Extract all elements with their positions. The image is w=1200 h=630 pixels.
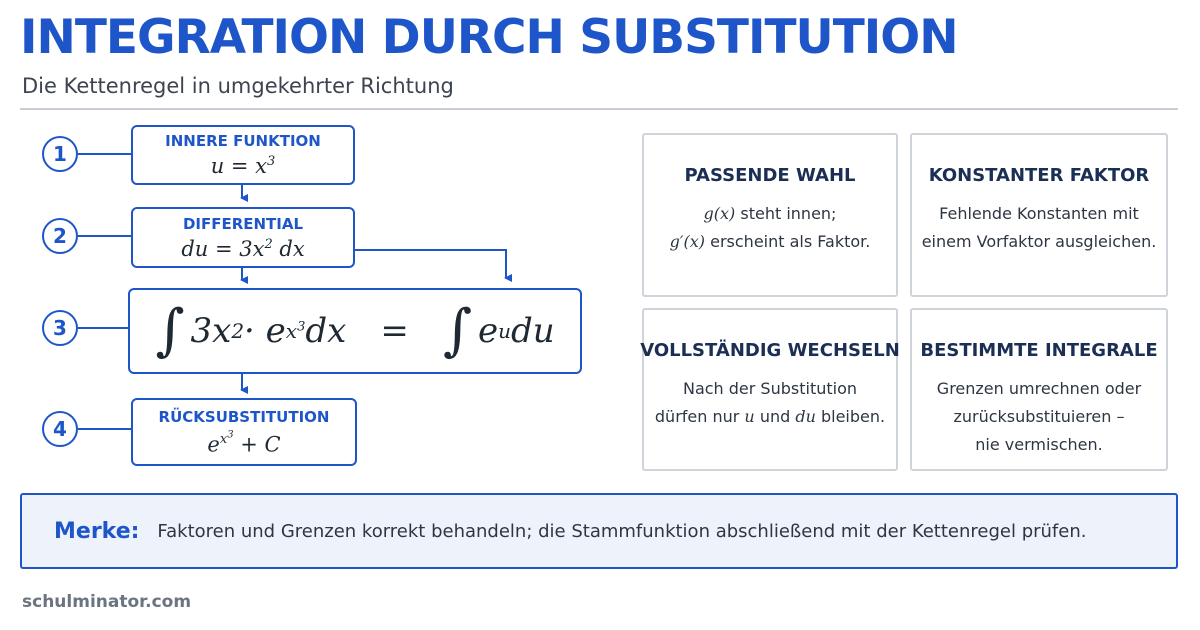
step-box-back-substitution bbox=[131, 398, 357, 466]
merke-label: Merke: bbox=[54, 518, 140, 544]
step-label: DIFFERENTIAL bbox=[182, 214, 304, 233]
integral-sign-left: ∫ bbox=[155, 298, 185, 363]
merke-text: Faktoren und Grenzen korrekt behandeln; die Stammfunktion abschließend mit der Kettenregel prüfen. bbox=[157, 520, 1087, 542]
card-body: Nach der Substitution dürfen nur u und du bleiben. bbox=[654, 379, 886, 426]
page-subtitle: Die Kettenregel in umgekehrter Richtung bbox=[22, 74, 454, 98]
footer-site-link[interactable]: schulminator.com bbox=[22, 592, 192, 612]
card-konstanter-faktor bbox=[910, 133, 1168, 297]
card-title: PASSENDE WAHL bbox=[684, 165, 856, 186]
arrow-2-to-right-side bbox=[354, 250, 506, 278]
step-number-3: 3 bbox=[42, 310, 78, 346]
merke-callout bbox=[20, 493, 1178, 569]
step-number-4: 4 bbox=[42, 411, 78, 447]
card-title: VOLLSTÄNDIG WECHSELN bbox=[640, 340, 900, 361]
card-body: Fehlende Konstanten mit einem Vorfaktor ausgleichen. bbox=[921, 204, 1157, 251]
step-formula: du = $3x^2$ dx bbox=[181, 236, 305, 261]
integral-equation: ∫ 3x 2 · e $x^3$ dx = ∫ e u du bbox=[155, 298, 555, 363]
step-number-1: 1 bbox=[42, 136, 78, 172]
card-title: BESTIMMTE INTEGRALE bbox=[920, 340, 1158, 361]
card-body: Grenzen umrechnen oder zurücksubstituieren – nie vermischen. bbox=[936, 379, 1142, 454]
step-label: RÜCKSUBSTITUTION bbox=[158, 407, 330, 426]
step-formula: $u = x^3$ bbox=[210, 154, 276, 178]
step-formula: $e^{x^3} + C$ bbox=[207, 429, 281, 457]
step-box-substituted-integral bbox=[128, 288, 582, 374]
integral-sign-right: ∫ bbox=[442, 298, 472, 363]
step-number-2: 2 bbox=[42, 218, 78, 254]
card-vollstaendig-wechseln bbox=[642, 308, 898, 471]
card-bestimmte-integrale bbox=[910, 308, 1168, 471]
card-passende-wahl bbox=[642, 133, 898, 297]
step-box-inner-function bbox=[131, 125, 355, 185]
card-title: KONSTANTER FAKTOR bbox=[928, 165, 1150, 186]
step-box-differential bbox=[131, 207, 355, 268]
step-label: INNERE FUNKTION bbox=[165, 132, 321, 150]
card-body: g(x) steht innen; g′(x) erscheint als Faktor. bbox=[669, 204, 871, 251]
page-title: INTEGRATION DURCH SUBSTITUTION bbox=[20, 10, 958, 65]
